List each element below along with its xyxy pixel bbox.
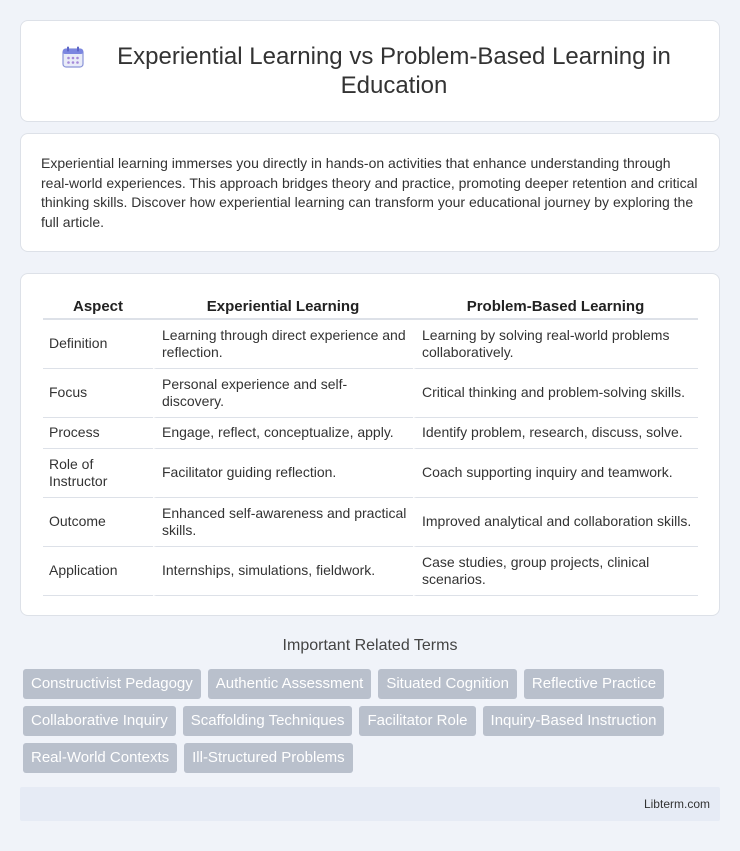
row-aspect: Outcome: [43, 498, 153, 547]
related-term-tag[interactable]: Collaborative Inquiry: [23, 706, 176, 736]
row-problem-based: Coach supporting inquiry and teamwork.: [413, 449, 698, 498]
related-term-tag[interactable]: Authentic Assessment: [208, 669, 372, 699]
table-row: [43, 369, 698, 418]
table-row: [43, 449, 698, 498]
calendar-icon: [60, 44, 86, 70]
comparison-card: [20, 273, 720, 616]
comparison-table: [43, 294, 698, 596]
table-row: [43, 547, 698, 596]
table-row: [43, 498, 698, 547]
row-experiential: Facilitator guiding reflection.: [153, 449, 413, 498]
table-row: [43, 418, 698, 449]
row-problem-based: Improved analytical and collaboration skills.: [413, 498, 698, 547]
row-aspect: Focus: [43, 369, 153, 418]
related-term-tag[interactable]: Real-World Contexts: [23, 743, 177, 773]
title-wrap: [60, 42, 680, 100]
row-aspect: Application: [43, 547, 153, 596]
row-aspect: Process: [43, 418, 153, 449]
header-aspect: Aspect: [43, 294, 153, 320]
related-terms-title: Important Related Terms: [282, 637, 458, 654]
related-term-tag[interactable]: Scaffolding Techniques: [183, 706, 353, 736]
row-experiential: Personal experience and self-discovery.: [153, 369, 413, 418]
row-experiential: Internships, simulations, fieldwork.: [153, 547, 413, 596]
row-experiential: Learning through direct experience and reflection.: [153, 320, 413, 369]
related-terms-list: [23, 669, 723, 773]
row-experiential: Engage, reflect, conceptualize, apply.: [153, 418, 413, 449]
intro-text: Experiential learning immerses you directly in hands-on activities that enhance understanding through real-world experiences. This approach bridges theory and practice, promoting deeper retention and critical thinking skills. Discover how experiential learning can transform your educational journey by exploring the full article.: [41, 155, 698, 230]
related-term-tag[interactable]: Constructivist Pedagogy: [23, 669, 201, 699]
related-term-tag[interactable]: Reflective Practice: [524, 669, 664, 699]
related-term-tag[interactable]: Facilitator Role: [359, 706, 475, 736]
row-problem-based: Learning by solving real-world problems collaboratively.: [413, 320, 698, 369]
row-experiential: Enhanced self-awareness and practical skills.: [153, 498, 413, 547]
footer-brand-link[interactable]: Libterm.com: [643, 797, 710, 811]
title-card: [20, 20, 720, 122]
row-problem-based: Critical thinking and problem-solving skills.: [413, 369, 698, 418]
table-header-row: [43, 294, 698, 320]
row-aspect: Definition: [43, 320, 153, 369]
related-term-tag[interactable]: Situated Cognition: [378, 669, 517, 699]
related-term-tag[interactable]: Inquiry-Based Instruction: [483, 706, 665, 736]
footer: [20, 787, 720, 821]
row-problem-based: Case studies, group projects, clinical scenarios.: [413, 547, 698, 596]
row-aspect: Role of Instructor: [43, 449, 153, 498]
intro-card: [20, 133, 720, 252]
table-row: [43, 320, 698, 369]
related-term-tag[interactable]: Ill-Structured Problems: [184, 743, 353, 773]
page-title: Experiential Learning vs Problem-Based Learning in Education: [117, 43, 671, 99]
header-experiential: Experiential Learning: [153, 294, 413, 320]
header-problem-based: Problem-Based Learning: [413, 294, 698, 320]
row-problem-based: Identify problem, research, discuss, solve.: [413, 418, 698, 449]
